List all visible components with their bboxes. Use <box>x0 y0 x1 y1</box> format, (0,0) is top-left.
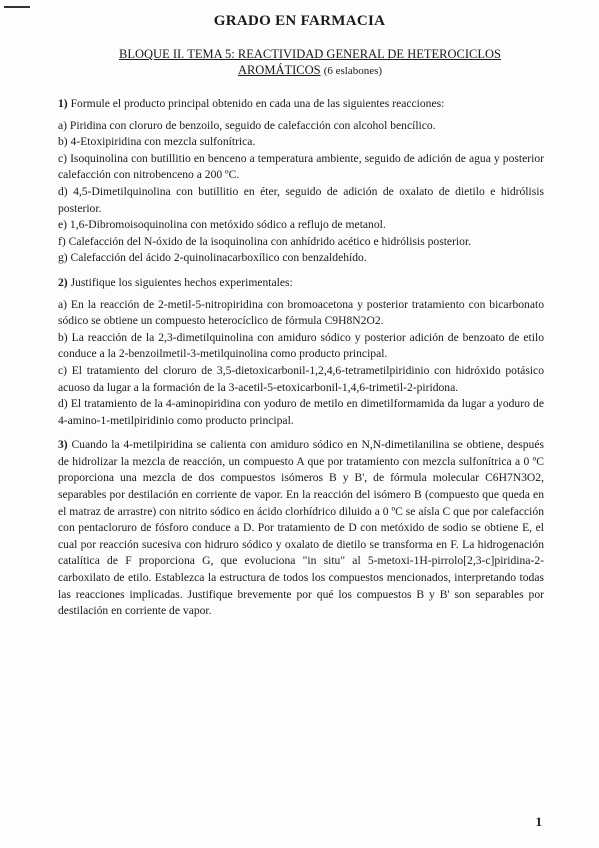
question-1 <box>58 96 544 267</box>
question-1-statement <box>58 96 544 113</box>
question-2-item-b: b) La reacción de la 2,3-dimetilquinolina con amiduro sódico y posterior adición de benzoato de etilo conduce a la 2-benzoilmetil-3-metilquinolina como producto principal. <box>58 330 544 361</box>
question-1-number: 1) <box>58 97 68 110</box>
question-3-number: 3) <box>58 438 68 452</box>
question-3 <box>58 437 544 620</box>
page-subtitle <box>90 46 530 79</box>
question-2 <box>58 275 544 429</box>
question-3-statement <box>58 437 544 620</box>
question-2-text: Justifique los siguientes hechos experimentales: <box>70 275 293 289</box>
question-1-text: Formule el producto principal obtenido en cada una de las siguientes reacciones: <box>70 97 445 110</box>
question-1-item-e: e) 1,6-Dibromoisoquinolina con metóxido sódico a reflujo de metanol. <box>58 218 386 232</box>
question-1-items <box>58 118 544 267</box>
subtitle-main: BLOQUE II. TEMA 5: REACTIVIDAD GENERAL DE HETEROCICLOS AROMÁTICOS <box>119 47 501 77</box>
question-1-item-c: c) Isoquinolina con butillitio en benceno a temperatura ambiente, seguido de adición de agua y posterior calefacción con nitrobenceno a 200 ºC. <box>58 151 544 182</box>
question-2-item-d: d) El tratamiento de la 4-aminopiridina con yoduro de metilo en dimetilformamida da lugar a yoduro de 4-amino-1-metilpiridinio como producto principal. <box>58 397 544 427</box>
question-2-items <box>58 297 544 430</box>
corner-mark <box>4 6 30 8</box>
question-2-item-a: a) En la reacción de 2-metil-5-nitropiridina con bromoacetona y posterior tratamiento con bicarbonato sódico se obtiene un compuesto heterocíclico de fórmula C9H8N2O2. <box>58 297 544 328</box>
question-1-item-f: f) Calefacción del N-óxido de la isoquinolina con anhídrido acético e hidrólisis posterior. <box>58 234 472 248</box>
question-1-item-b: b) 4-Etoxipiridina con mezcla sulfonítrica. <box>58 135 256 149</box>
question-1-item-g: g) Calefacción del ácido 2-quinolinacarboxílico con benzaldehído. <box>58 251 367 265</box>
exercise-content <box>58 96 544 628</box>
page-title: GRADO EN FARMACIA <box>213 13 386 29</box>
page-number: 1 <box>535 814 542 829</box>
question-1-item-d: d) 4,5-Dimetilquinolina con butillitio en éter, seguido de adición de oxalato de dietilo e hidrólisis posterior. <box>58 184 544 215</box>
question-2-statement <box>58 275 544 292</box>
question-1-item-a: a) Piridina con cloruro de benzoilo, seguido de calefacción con alcohol bencílico. <box>58 118 436 132</box>
subtitle-tail: (6 eslabones) <box>323 65 383 77</box>
question-3-text: Cuando la 4-metilpiridina se calienta con amiduro sódico en N,N-dimetilanilina se obtiene, después de hidrolizar la mezcla de reacción, un compuesto A que por tratamiento con mezcla sulfonítrica a 0 ºC proporciona una mezcla de dos compuestos isómeros B y B', de fórmula molecular C6H7N3O2, separables por destilación en corriente de vapor. En la reacción del isómero B (compuesto que queda en el matraz de arrastre) con nitrito sódico en ácido clorhídrico diluido a 0 ºC se aísla C que por calefacción con pentacloruro de fósforo conduce a D. Por tratamiento de D con metóxido de sodio se obtiene E, el cual por reacción sucesiva con hidruro sódico y oxalato de dietilo se transforma en F. La hidrogenación catalítica de F proporciona G, que evoluciona "in situ" al 5-metoxi-1H-pirrolo[2,3-c]piridina-2-carboxilato de etilo. Establezca la estructura de todos los compuestos mencionados, interpretando todas las reacciones implicadas. Justifique brevemente por qué los compuestos B y B' son separables por destilación en corriente de vapor. <box>58 438 544 618</box>
question-2-number: 2) <box>58 275 68 289</box>
question-2-item-c: c) El tratamiento del cloruro de 3,5-dietoxicarbonil-1,2,4,6-tetrametilpiridinio con hidróxido potásico acuoso da lugar a la formación de la 3-acetil-5-etoxicarbonil-1,4,6-trimetil-2-piridona. <box>58 363 544 394</box>
